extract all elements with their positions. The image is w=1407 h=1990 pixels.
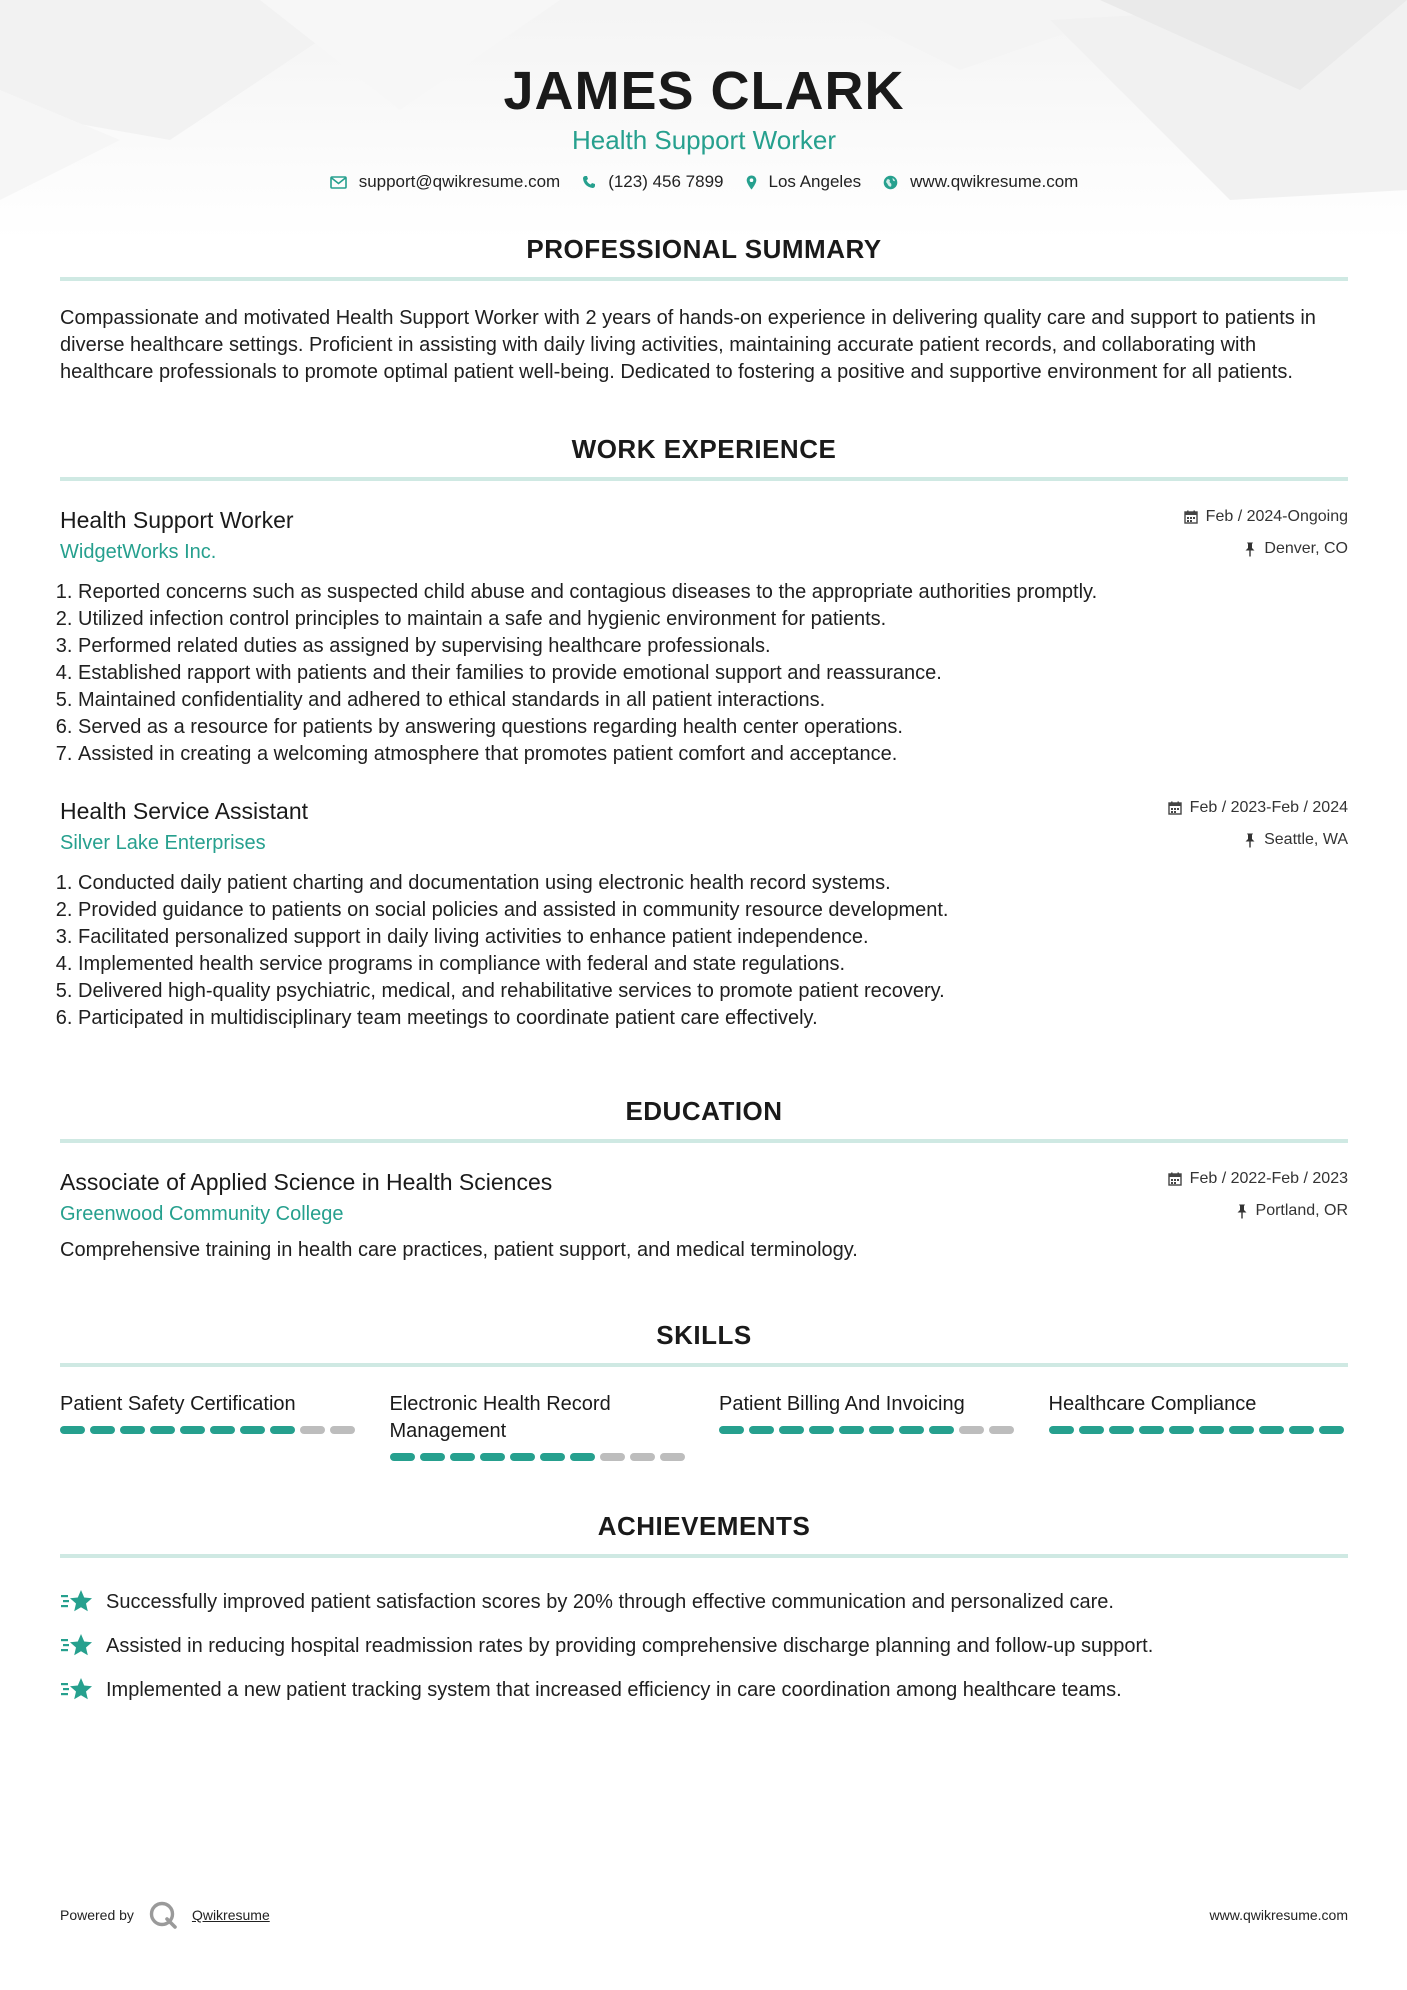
skill-name: Patient Safety Certification	[60, 1393, 296, 1415]
skill-level	[60, 1426, 360, 1434]
list-item: 1. Reported concerns such as suspected child abuse and contagious diseases to the appropriate authorities promptly.	[78, 579, 1348, 606]
pushpin-icon	[1244, 833, 1256, 848]
achievement-item	[60, 1668, 1348, 1712]
job-title: Health Support Worker	[60, 507, 294, 533]
list-item: 1. Conducted daily patient charting and documentation using electronic health record systems.	[78, 870, 1348, 897]
skill-dot-filled	[150, 1426, 175, 1434]
skill-dot-filled	[390, 1453, 415, 1461]
email-text: support@qwikresume.com	[358, 172, 561, 191]
job-company: Silver Lake Enterprises	[60, 832, 266, 854]
skill-dot-filled	[510, 1453, 535, 1461]
skill-dot-filled	[210, 1426, 235, 1434]
achievement-text: Implemented a new patient tracking system that increased efficiency in care coordination among healthcare teams.	[106, 1678, 1122, 1701]
calendar-icon	[1168, 1172, 1182, 1186]
skill-dot-filled	[749, 1426, 774, 1434]
skill-dot-empty	[330, 1426, 355, 1434]
education-entry	[60, 1167, 1348, 1264]
star-icon	[60, 1588, 94, 1616]
skill-dot-filled	[839, 1426, 864, 1434]
education-description: Comprehensive training in health care practices, patient support, and medical terminology.	[60, 1239, 858, 1261]
section-divider	[60, 277, 1348, 281]
skill-dot-filled	[450, 1453, 475, 1461]
school-name: Greenwood Community College	[60, 1203, 344, 1225]
list-item: 7. Assisted in creating a welcoming atmosphere that promotes patient comfort and acceptance.	[78, 741, 1348, 768]
skill-dot-filled	[869, 1426, 894, 1434]
skill-dot-filled	[60, 1426, 85, 1434]
list-item: 3. Performed related duties as assigned by supervising healthcare professionals.	[78, 633, 1348, 660]
contact-bar	[60, 172, 1348, 192]
achievements-section	[60, 1511, 1348, 1712]
contact-email[interactable]	[330, 172, 561, 192]
skill-item	[60, 1391, 360, 1461]
job-responsibilities	[60, 579, 1348, 768]
phone-text: (123) 456 7899	[608, 172, 724, 191]
skill-dot-filled	[570, 1453, 595, 1461]
section-divider	[60, 477, 1348, 481]
job-responsibilities	[60, 870, 1348, 1032]
skill-dot-filled	[540, 1453, 565, 1461]
skill-dot-filled	[809, 1426, 834, 1434]
website-text: www.qwikresume.com	[910, 172, 1079, 191]
skill-name: Patient Billing And Invoicing	[719, 1393, 965, 1415]
skill-item	[390, 1391, 690, 1461]
contact-location	[746, 172, 862, 192]
skill-dot-filled	[180, 1426, 205, 1434]
contact-website[interactable]	[883, 172, 1078, 192]
star-icon	[60, 1676, 94, 1704]
skill-dot-empty	[660, 1453, 685, 1461]
candidate-title: Health Support Worker	[572, 125, 836, 155]
achievements-list	[60, 1580, 1348, 1712]
skills-grid	[60, 1391, 1348, 1461]
achievements-heading: ACHIEVEMENTS	[597, 1511, 811, 1541]
skill-dot-filled	[899, 1426, 924, 1434]
job-date: Feb / 2024-Ongoing	[1205, 508, 1348, 525]
job-title: Health Service Assistant	[60, 798, 309, 824]
footer-brand	[60, 1900, 270, 1930]
skill-dot-filled	[1289, 1426, 1314, 1434]
skill-dot-filled	[1139, 1426, 1164, 1434]
list-item: 6. Participated in multidisciplinary team meetings to coordinate patient care effectively.	[78, 1005, 1348, 1032]
education-location: Portland, OR	[1255, 1202, 1348, 1219]
candidate-name: JAMES CLARK	[503, 61, 905, 121]
calendar-icon	[1168, 801, 1182, 815]
skill-dot-empty	[989, 1426, 1014, 1434]
resume-page	[60, 0, 1348, 1712]
skill-dot-filled	[1319, 1426, 1344, 1434]
skill-item	[719, 1391, 1019, 1461]
list-item: 4. Implemented health service programs in compliance with federal and state regulations.	[78, 951, 1348, 978]
skill-dot-filled	[719, 1426, 744, 1434]
skill-dot-filled	[240, 1426, 265, 1434]
experience-heading: WORK EXPERIENCE	[571, 434, 837, 464]
email-icon	[330, 176, 347, 189]
job-company: WidgetWorks Inc.	[60, 541, 217, 563]
skill-dot-filled	[270, 1426, 295, 1434]
powered-by-text: Powered by	[60, 1907, 134, 1923]
job-entry	[60, 796, 1348, 1032]
list-item: 5. Maintained confidentiality and adhered to ethical standards in all patient interactions.	[78, 687, 1348, 714]
skill-dot-filled	[1049, 1426, 1074, 1434]
list-item: 2. Utilized infection control principles to maintain a safe and hygienic environment for patients.	[78, 606, 1348, 633]
skill-dot-filled	[1199, 1426, 1224, 1434]
qwikresume-logo-icon	[148, 1900, 178, 1930]
phone-icon	[582, 175, 596, 189]
skill-dot-empty	[630, 1453, 655, 1461]
summary-section	[60, 234, 1348, 386]
skill-dot-filled	[120, 1426, 145, 1434]
skill-dot-filled	[1259, 1426, 1284, 1434]
pushpin-icon	[1236, 1204, 1248, 1219]
list-item: 3. Facilitated personalized support in daily living activities to enhance patient independence.	[78, 924, 1348, 951]
education-heading: EDUCATION	[625, 1096, 783, 1126]
list-item: 4. Established rapport with patients and their families to provide emotional support and reassurance.	[78, 660, 1348, 687]
section-divider	[60, 1139, 1348, 1143]
skills-heading: SKILLS	[656, 1320, 752, 1350]
job-date: Feb / 2023-Feb / 2024	[1189, 799, 1348, 816]
list-item: 6. Served as a resource for patients by answering questions regarding health center operations.	[78, 714, 1348, 741]
skill-dot-filled	[480, 1453, 505, 1461]
pushpin-icon	[1244, 542, 1256, 557]
skill-dot-filled	[1079, 1426, 1104, 1434]
star-icon	[60, 1632, 94, 1660]
education-date: Feb / 2022-Feb / 2023	[1189, 1170, 1348, 1187]
achievement-text: Successfully improved patient satisfaction scores by 20% through effective communication and personalized care.	[106, 1590, 1114, 1613]
skill-level	[1049, 1426, 1349, 1434]
job-location: Denver, CO	[1264, 540, 1348, 557]
summary-heading: PROFESSIONAL SUMMARY	[526, 234, 882, 264]
globe-icon	[883, 175, 898, 190]
section-divider	[60, 1554, 1348, 1558]
skill-item	[1049, 1391, 1349, 1461]
qwikresume-link[interactable]: Qwikresume	[191, 1907, 270, 1923]
achievement-text: Assisted in reducing hospital readmission rates by providing comprehensive discharge planning and follow-up support.	[106, 1634, 1154, 1657]
skill-level	[719, 1426, 1019, 1434]
skill-dot-filled	[1229, 1426, 1254, 1434]
skill-dot-filled	[779, 1426, 804, 1434]
page-footer	[60, 1900, 1348, 1930]
skills-section	[60, 1320, 1348, 1461]
section-divider	[60, 1363, 1348, 1367]
job-location: Seattle, WA	[1264, 831, 1348, 848]
calendar-icon	[1184, 510, 1198, 524]
achievement-item	[60, 1580, 1348, 1624]
skill-dot-filled	[420, 1453, 445, 1461]
skill-level	[390, 1453, 690, 1461]
skill-dot-empty	[959, 1426, 984, 1434]
education-section	[60, 1096, 1348, 1264]
location-text: Los Angeles	[768, 172, 862, 191]
skill-dot-filled	[1169, 1426, 1194, 1434]
skill-dot-filled	[929, 1426, 954, 1434]
list-item: 5. Delivered high-quality psychiatric, medical, and rehabilitative services to promote patient recovery.	[78, 978, 1348, 1005]
skill-dot-filled	[90, 1426, 115, 1434]
map-pin-icon	[746, 175, 757, 190]
achievement-item	[60, 1624, 1348, 1668]
skill-name: Electronic Health Record Management	[389, 1393, 611, 1442]
summary-text: Compassionate and motivated Health Support Worker with 2 years of hands-on experience in delivering quality care and support to patients in diverse healthcare settings. Proficient in assisting with daily living activities, maintaining accurate patient records, and collaborating with healthcare professionals to promote optimal patient well-being. Dedicated to fostering a positive and supportive environment for all patients.	[60, 307, 1316, 383]
degree-title: Associate of Applied Science in Health Sciences	[60, 1169, 553, 1195]
skill-dot-empty	[600, 1453, 625, 1461]
job-entry	[60, 505, 1348, 768]
footer-website[interactable]: www.qwikresume.com	[1209, 1907, 1348, 1923]
list-item: 2. Provided guidance to patients on social policies and assisted in community resource development.	[78, 897, 1348, 924]
contact-phone[interactable]	[582, 172, 723, 192]
skill-dot-empty	[300, 1426, 325, 1434]
experience-section	[60, 434, 1348, 1032]
skill-dot-filled	[1109, 1426, 1134, 1434]
skill-name: Healthcare Compliance	[1048, 1393, 1257, 1415]
